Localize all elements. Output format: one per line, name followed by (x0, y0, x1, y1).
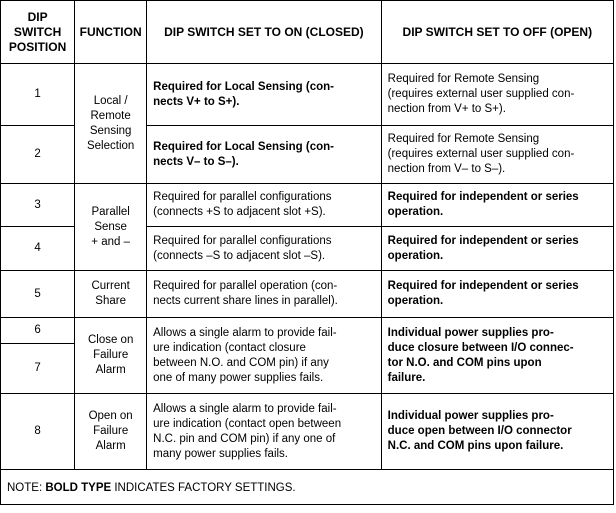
position-cell: 7 (1, 344, 75, 394)
function-close-on-failure-alarm: Close on Failure Alarm (75, 318, 147, 394)
header-position: DIP SWITCH POSITION (1, 1, 75, 64)
function-local-remote-sensing: Local / Remote Sensing Selection (75, 64, 147, 184)
off-setting-cell: Required for independent or series operation. (381, 227, 613, 271)
header-on-closed: DIP SWITCH SET TO ON (CLOSED) (147, 1, 382, 64)
function-parallel-sense: Parallel Sense + and – (75, 184, 147, 271)
note-row (1, 470, 614, 505)
function-open-on-failure-alarm: Open on Failure Alarm (75, 394, 147, 470)
note-bold-type: BOLD TYPE (45, 481, 112, 494)
on-setting-cell: Required for parallel operation (con- nects current share lines in parallel). (147, 271, 382, 318)
position-cell: 5 (1, 271, 75, 318)
function-current-share: Current Share (75, 271, 147, 318)
position-cell: 2 (1, 126, 75, 184)
position-cell: 6 (1, 318, 75, 344)
table-row (1, 394, 614, 470)
header-off-open: DIP SWITCH SET TO OFF (OPEN) (381, 1, 613, 64)
position-cell: 3 (1, 184, 75, 227)
note-cell (1, 470, 614, 505)
header-row (1, 1, 614, 64)
on-setting-cell: Required for parallel configurations (connects +S to adjacent slot +S). (147, 184, 382, 227)
off-setting-cell: Individual power supplies pro- duce open between I/O connector N.C. and COM pins upon failure. (381, 394, 613, 470)
table-row (1, 64, 614, 126)
table-row (1, 271, 614, 318)
on-setting-cell: Allows a single alarm to provide fail- ure indication (contact closure between N.O. and COM pin) if any one of many power supplies fails. (147, 318, 382, 394)
on-setting-cell: Required for parallel configurations (connects –S to adjacent slot –S). (147, 227, 382, 271)
position-cell: 4 (1, 227, 75, 271)
note-prefix: NOTE: (7, 481, 46, 494)
position-cell: 1 (1, 64, 75, 126)
note-suffix: INDICATES FACTORY SETTINGS. (111, 481, 296, 494)
off-setting-cell: Required for Remote Sensing (requires external user supplied con- nection from V+ to S+). (381, 64, 613, 126)
header-function: FUNCTION (75, 1, 147, 64)
off-setting-cell: Required for independent or series operation. (381, 184, 613, 227)
on-setting-cell: Required for Local Sensing (con- nects V– to S–). (147, 126, 382, 184)
off-setting-cell: Required for Remote Sensing (requires external user supplied con- nection from V– to S–). (381, 126, 613, 184)
table-row (1, 318, 614, 344)
table-row (1, 184, 614, 227)
on-setting-cell: Required for Local Sensing (con- nects V+ to S+). (147, 64, 382, 126)
off-setting-cell: Individual power supplies pro- duce closure between I/O connec- tor N.O. and COM pins upon failure. (381, 318, 613, 394)
position-cell: 8 (1, 394, 75, 470)
off-setting-cell: Required for independent or series operation. (381, 271, 613, 318)
on-setting-cell: Allows a single alarm to provide fail- ure indication (contact open between N.C. pin and COM pin) if any one of many power supplies fails. (147, 394, 382, 470)
